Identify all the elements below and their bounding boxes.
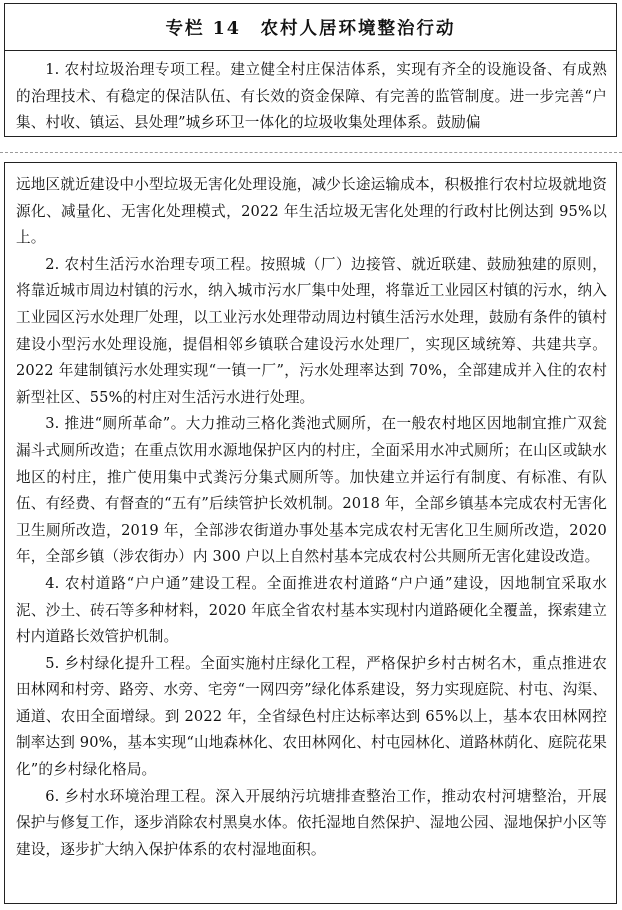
column-box-top (4, 3, 617, 137)
paragraph-sewage-treatment: 2. 农村生活污水治理专项工程。按照城（厂）边接管、就近联建、鼓励独建的原则，将靠近城市周边村镇的污水，纳入城市污水厂集中处理，将靠近工业园区村镇的污水，纳入工业园区污水处理厂处理，以工业污水处理带动周边村镇生活污水处理，鼓励有条件的镇村建设小型污水处理设施，提倡相邻乡镇联合建设污水处理厂，实现区域统筹、共建共享。2022 年建制镇污水处理实现“一镇一厂”，污水处理率达到 70%，全部建成并入住的农村新型社区、55%的村庄对生活污水进行处理。 (16, 255, 607, 406)
page-break-divider (0, 152, 622, 153)
column-body-bottom (5, 163, 616, 863)
paragraph-garbage-treatment-start: 1. 农村垃圾治理专项工程。建立健全村庄保洁体系，实现有齐全的设施设备、有成熟的治理技术、有稳定的保洁队伍、有长效的资金保障、有完善的监管制度。进一步完善“户集、村收、镇运、县处理”城乡环卫一体化的垃圾收集处理体系。鼓励偏 (16, 61, 607, 132)
column-title-row (5, 4, 616, 51)
paragraph-garbage-treatment-continued: 远地区就近建设中小型垃圾无害化处理设施，减少长途运输成本，积极推行农村垃圾就地资源化、减量化、无害化处理模式，2022 年生活垃圾无害化处理的行政村比例达到 95%以上。 (16, 176, 607, 247)
column-box-bottom (4, 162, 617, 904)
paragraph-rural-greening: 5. 乡村绿化提升工程。全面实施村庄绿化工程，严格保护乡村古树名木，重点推进农田林网和村旁、路旁、水旁、宅旁“一网四旁”绿化体系建设，努力实现庭院、村屯、沟渠、通道、农田全面增绿。到 2022 年，全省绿色村庄达标率达到 65%以上，基本农田林网控制率达到 90%，基本实现“山地森林化、农田林网化、村屯园林化、道路林荫化、庭院花果化”的乡村绿化格局。 (16, 654, 607, 779)
column-body-top (5, 51, 616, 137)
paragraph-toilet-revolution: 3. 推进“厕所革命”。大力推动三格化粪池式厕所，在一般农村地区因地制宜推广双瓮漏斗式厕所改造；在重点饮用水源地保护区内的村庄，全面采用水冲式厕所；在山区或缺水地区的村庄，推广使用集中式粪污分集式厕所等。加快建立并运行有制度、有标准、有队伍、有经费、有督查的“五有”后续管护长效机制。2018 年，全部乡镇基本完成农村无害化卫生厕所改造，2019 年，全部涉农街道办事处基本完成农村无害化卫生厕所改造，2020 年，全部乡镇（涉农街办）内 300 户以上自然村基本完成农村公共厕所无害化建设改造。 (16, 415, 607, 566)
paragraph-water-environment: 6. 乡村水环境治理工程。深入开展纳污坑塘排查整治工作，推动农村河塘整治，开展保护与修复工作，逐步消除农村黑臭水体。依托湿地自然保护、湿地公园、湿地保护小区等建设，逐步扩大纳入保护体系的农村湿地面积。 (16, 787, 607, 858)
column-title: 专栏 14 农村人居环境整治行动 (165, 18, 456, 39)
paragraph-village-roads: 4. 农村道路“户户通”建设工程。全面推进农村道路“户户通”建设，因地制宜采取水泥、沙土、砖石等多种材料，2020 年底全省农村基本实现村内道路硬化全覆盖，探索建立村内道路长效管护机制。 (16, 574, 607, 646)
